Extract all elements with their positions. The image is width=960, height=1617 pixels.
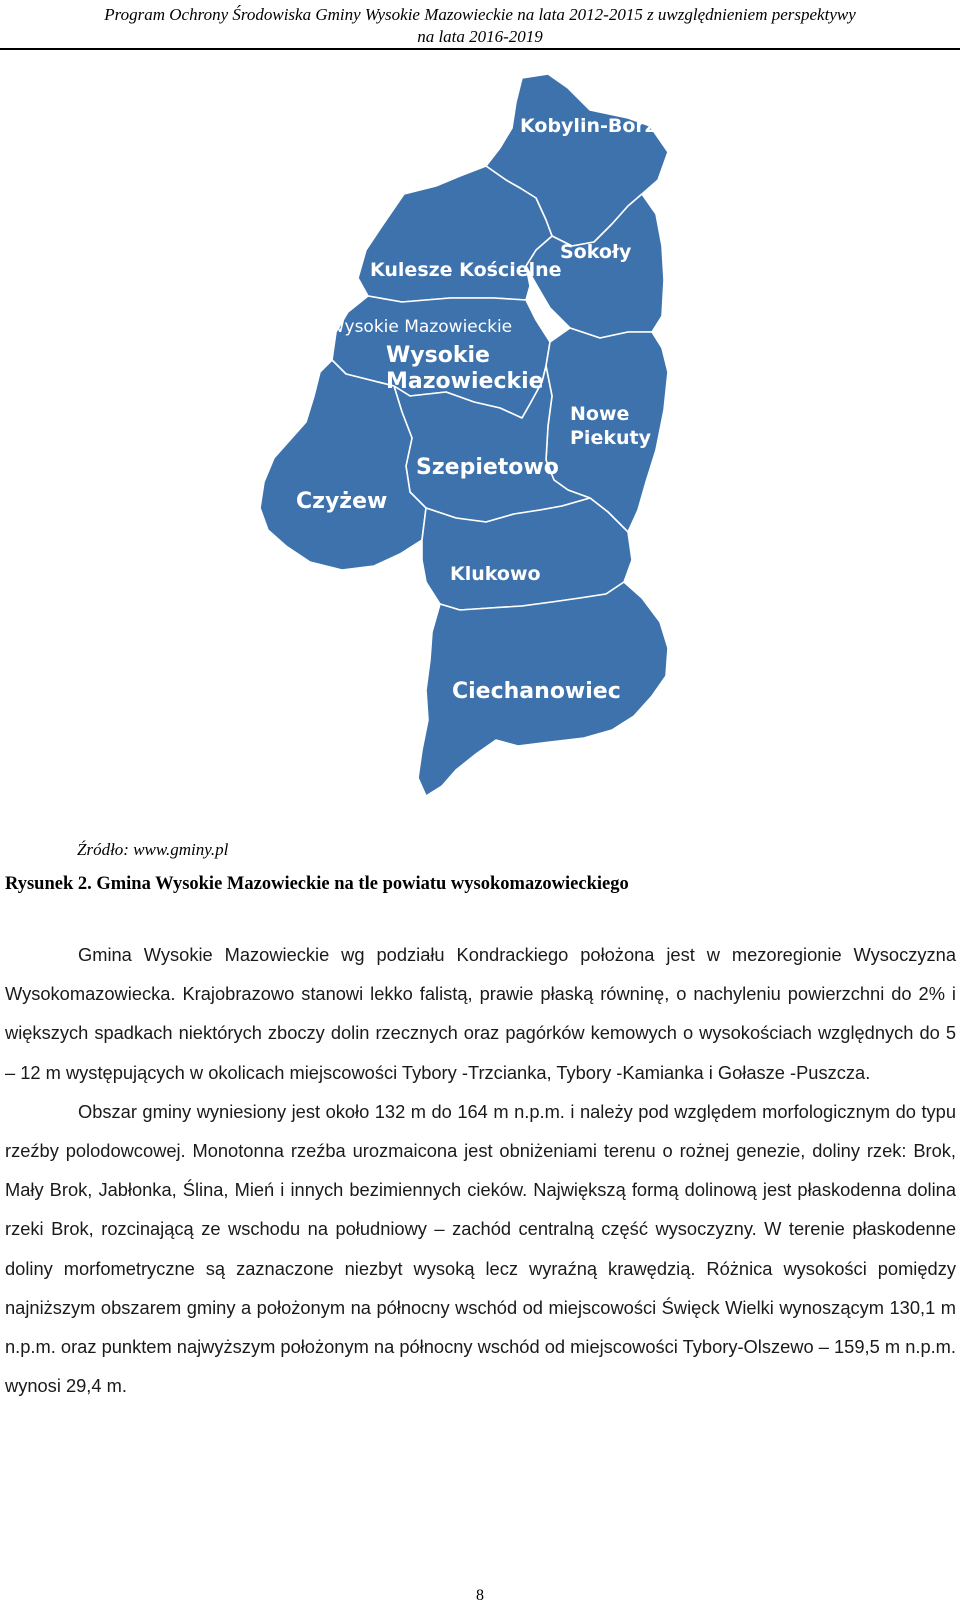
map-label-czyzew: Czyżew xyxy=(296,489,388,514)
county-map xyxy=(250,70,701,830)
map-label-kobylin-borzymy: Kobylin-Borzymy xyxy=(520,115,701,137)
page-number: 8 xyxy=(476,1587,484,1604)
figure-source: Źródło: www.gminy.pl xyxy=(77,840,229,859)
map-label-sokoly: Sokoły xyxy=(560,241,632,263)
map-label-nowe-piekuty-line1: Nowe xyxy=(570,403,630,425)
header-rule xyxy=(0,48,960,50)
map-label-kulesze-koscielne: Kulesze Kościelne xyxy=(370,259,562,281)
header-line-2: na lata 2016-2019 xyxy=(417,27,543,46)
map-label-ciechanowiec: Ciechanowiec xyxy=(452,679,621,704)
map-label-wysokie-mazowieckie-city-line2: Mazowieckie xyxy=(386,369,544,394)
paragraph-1: Gmina Wysokie Mazowieckie wg podziału Kondrackiego położona jest w mezoregionie Wysoczyzna Wysokomazowiecka. Krajobrazowo stanowi lekko falistą, prawie płaską równinę, o nachyleniu powierzchni do 2% i większych spadkach niektórych zboczy dolin rzecznych oraz pagórków kemowych o wysokościach względnych do 5 – 12 m występujących w okolicach miejscowości Tybory -Trzcianka, Tybory -Kamianka i Gołasze -Puszcza. xyxy=(5,944,956,1083)
map-label-nowe-piekuty-line2: Piekuty xyxy=(570,427,651,449)
body-text xyxy=(5,935,956,1405)
map-label-wysokie-mazowieckie-gmina: Wysokie Mazowieckie xyxy=(328,317,513,337)
figure-caption: Rysunek 2. Gmina Wysokie Mazowieckie na tle powiatu wysokomazowieckiego xyxy=(5,874,629,894)
header-line-1: Program Ochrony Środowiska Gminy Wysokie Mazowieckie na lata 2012-2015 z uwzględnieniem perspektywy xyxy=(104,5,856,24)
page-header xyxy=(0,4,960,48)
map-label-klukowo: Klukowo xyxy=(450,563,541,585)
map-label-szepietowo: Szepietowo xyxy=(416,455,559,480)
map-label-wysokie-mazowieckie-city-line1: Wysokie xyxy=(386,343,490,368)
paragraph-2: Obszar gminy wyniesiony jest około 132 m do 164 m n.p.m. i należy pod względem morfologicznym do typu rzeźby polodowcowej. Monotonna rzeźba urozmaicona jest obniżeniami terenu o rożnej genezie, doliny rzek: Brok, Mały Brok, Jabłonka, Ślina, Mień i innych bezimiennych cieków. Największą formą dolinową jest płaskodenna dolina rzeki Brok, rozcinającą ze wschodu na południowy – zachód centralną część wysoczyzny. W terenie płaskodenne doliny morfometryczne są zaznaczone niezbyt wysoką lecz wyraźną krawędzią. Różnica wysokości pomiędzy najniższym obszarem gminy a położonym na północny wschód od miejscowości Święck Wielki wynoszącym 130,1 m n.p.m. oraz punktem najwyższym położonym na północny wschód od miejscowości Tybory-Olszewo – 159,5 m n.p.m. wynosi 29,4 m. xyxy=(5,1100,956,1397)
